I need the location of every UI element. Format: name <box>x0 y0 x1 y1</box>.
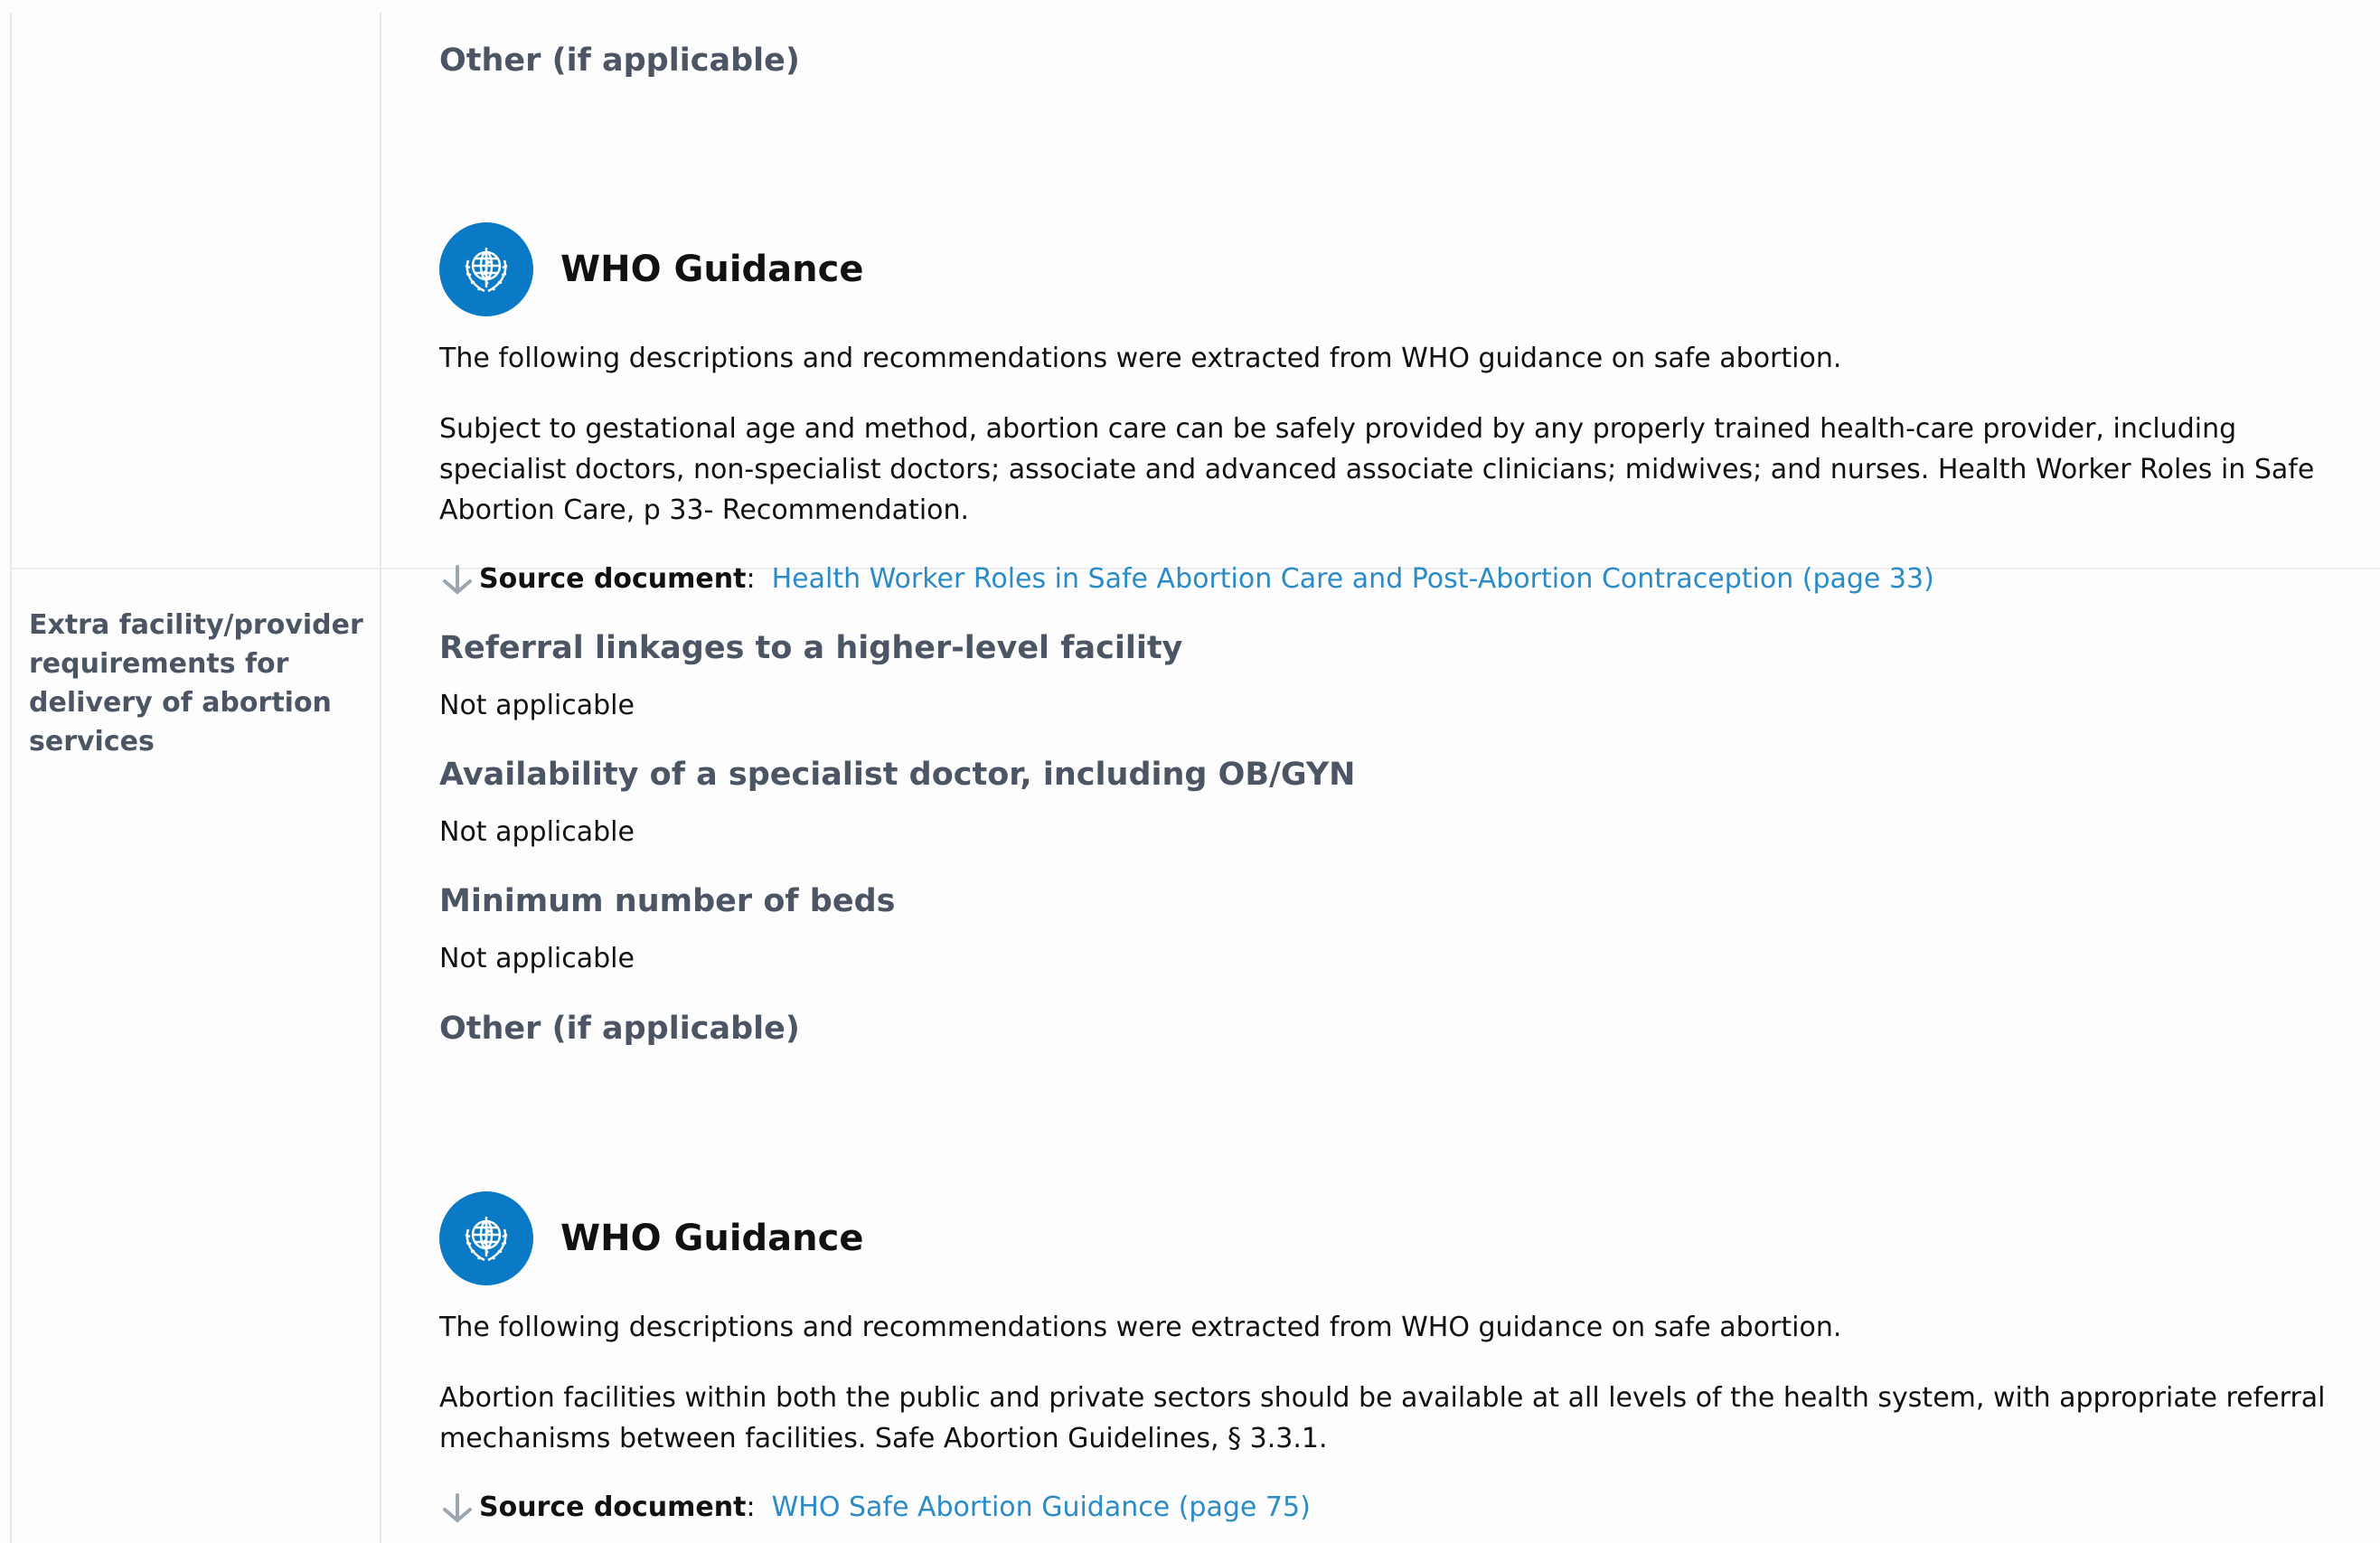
requirement-value: Not applicable <box>439 943 635 974</box>
row-label: Extra facility/provider requirements for delivery of abortion services <box>29 609 363 757</box>
other-heading: Other (if applicable) <box>439 1011 800 1047</box>
column-divider <box>380 13 381 1543</box>
who-intro-text: The following descriptions and recommendations were extracted from WHO guidance on safe abortion. <box>439 343 1842 374</box>
source-document <box>439 1488 2338 1528</box>
requirement-heading: Referral linkages to a higher-level facility <box>439 630 1183 666</box>
source-document-label: Source document <box>479 563 747 595</box>
table-outer-border <box>10 13 12 1543</box>
source-document-link[interactable]: WHO Safe Abortion Guidance (page 75) <box>771 1491 1311 1523</box>
requirement-value: Not applicable <box>439 690 635 721</box>
who-body-text: Subject to gestational age and method, abortion care can be safely provided by any properly trained health-care provider, including specialist doctors, non-specialist doctors; associate and advanced associate clinicians; midwives; and nurses. Health Worker Roles in Safe Abortion Care, p 33- Recommendation. <box>439 413 2315 526</box>
arrow-down-icon <box>439 560 479 599</box>
who-guidance-top <box>439 222 2338 599</box>
arrow-down-icon <box>439 1488 479 1528</box>
source-document-link[interactable]: Health Worker Roles in Safe Abortion Care and Post-Abortion Contraception (page 33) <box>771 563 1934 595</box>
who-body-text: Abortion facilities within both the public and private sectors should be available at all levels of the health system, with appropriate referral mechanisms between facilities. Safe Abortion Guidelines, § 3.3.1. <box>439 1382 2326 1454</box>
source-colon: : <box>746 563 756 595</box>
who-intro-text: The following descriptions and recommendations were extracted from WHO guidance on safe abortion. <box>439 1312 1842 1343</box>
who-emblem-icon <box>439 222 533 316</box>
who-header <box>439 1191 2338 1285</box>
source-colon: : <box>746 1491 756 1523</box>
source-document <box>439 560 2338 599</box>
who-header <box>439 222 2338 316</box>
who-guidance-bottom <box>439 1191 2338 1528</box>
other-heading-top: Other (if applicable) <box>439 42 800 79</box>
requirement-heading: Availability of a specialist doctor, including OB/GYN <box>439 757 1356 793</box>
who-guidance-title: WHO Guidance <box>560 249 864 290</box>
source-document-label: Source document <box>479 1491 747 1523</box>
requirement-heading: Minimum number of beds <box>439 883 896 919</box>
who-guidance-title: WHO Guidance <box>560 1218 864 1259</box>
who-emblem-icon <box>439 1191 533 1285</box>
requirement-value: Not applicable <box>439 816 635 848</box>
